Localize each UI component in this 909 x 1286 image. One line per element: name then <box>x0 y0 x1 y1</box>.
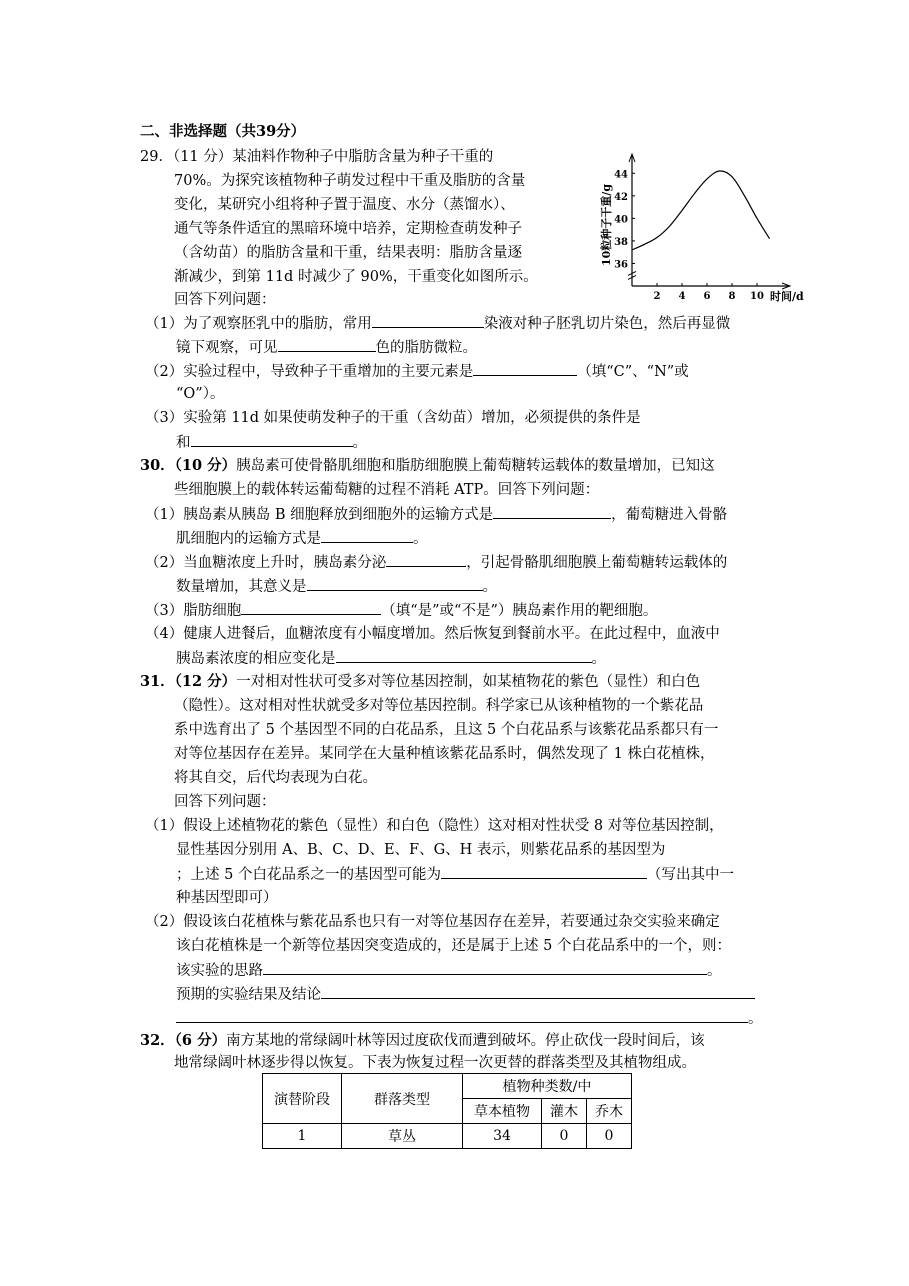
q30-sub3 <box>145 600 657 621</box>
q32-line-2: 地常绿阔叶林逐步得以恢复。下表为恢复过程一次更替的群落类型及其植物组成。 <box>174 1055 696 1071</box>
series-line-dry-weight <box>632 171 770 250</box>
q29-line-3: 变化，某研究小组将种子置于温度、水分（蒸馏水）、 <box>174 197 515 213</box>
q29-sub2-cont: “O”）。 <box>176 386 225 402</box>
cell-tree: 0 <box>587 1124 632 1149</box>
q29-sub1-text-a: （1）为了观察胚乳中的脂肪，常用 <box>145 316 372 332</box>
q29-sub3-text-b: 和 <box>176 435 191 451</box>
q29-sub1-cont <box>176 337 477 358</box>
q30-sub2 <box>145 552 727 573</box>
answer-blank-secretion[interactable] <box>386 552 466 567</box>
q30-sub1-cont <box>176 528 428 549</box>
cell-community-type: 草丛 <box>342 1124 463 1149</box>
q29-sub2-text-a: （2）实验过程中，导致种子干重增加的主要元素是 <box>145 364 474 380</box>
q31-sub2-line-3 <box>176 960 722 981</box>
succession-table <box>262 1073 632 1149</box>
q29-line-1: 29．（11 分）某油料作物种子中脂肪含量为种子干重的 <box>140 149 494 165</box>
q29-line-4: 通气等条件适宜的黑暗环境中培养，定期检查萌发种子 <box>174 221 522 237</box>
th-herb: 草本植物 <box>463 1099 542 1124</box>
q29-sub3-cont <box>176 432 367 453</box>
chart-ticks <box>614 169 764 302</box>
q31-sub2-text-c: 该实验的思路 <box>176 963 263 979</box>
answer-blank-transport-2[interactable] <box>321 528 413 543</box>
q29-sub1-text-b: 染液对种子胚乳切片染色，然后再显微 <box>483 316 731 332</box>
q29-sub1-text-d: 色的脂肪微粒。 <box>375 340 477 356</box>
table-row <box>263 1124 632 1149</box>
dry-weight-chart <box>600 148 810 308</box>
q29-line-6: 渐减少，到第 11d 时减少了 90%，干重变化如图所示。 <box>174 269 538 285</box>
q29-line-2: 70%。为探究该植物种子萌发过程中干重及脂肪的含量 <box>174 173 526 189</box>
q30-sub1-text-c: 肌细胞内的运输方式是 <box>176 531 321 547</box>
q31-line-1-text: 一对相对性状可受多对等位基因控制，如某植物花的紫色（显性）和白色 <box>236 674 701 690</box>
q30-sub2-text-a: （2）当血糖浓度上升时，胰岛素分泌 <box>145 555 387 571</box>
y-tick-label: 38 <box>614 236 628 248</box>
q29-sub1 <box>145 313 730 334</box>
q29-sub2 <box>145 361 689 382</box>
th-community-type: 群落类型 <box>342 1074 463 1124</box>
q29-line-5: （含幼苗）的脂肪含量和干重，结果表明：脂肪含量逐 <box>174 245 522 261</box>
y-tick-label: 40 <box>614 214 628 226</box>
q31-sub2-text-e: 预期的实验结果及结论 <box>176 987 321 1003</box>
q30-sub1-text-a: （1）胰岛素从胰岛 B 细胞释放到细胞外的运输方式是 <box>145 507 494 523</box>
q30-sub4-text-b: 胰岛素浓度的相应变化是 <box>176 651 336 667</box>
cell-stage: 1 <box>263 1124 342 1149</box>
answer-blank-stain[interactable] <box>372 313 484 328</box>
y-tick-label: 42 <box>614 191 628 203</box>
q30-sub1-text-b: ，葡萄糖进入骨骼 <box>611 507 728 523</box>
q31-line-5: 将其自交，后代均表现为白花。 <box>174 770 377 786</box>
x-tick-label: 8 <box>728 291 736 302</box>
q31-sub2-line-4 <box>176 984 755 1005</box>
q31-sub2-line-5 <box>176 1008 763 1029</box>
q31-sub1-text-c: ；上述 5 个白花品系之一的基因型可能为 <box>176 867 441 883</box>
q30-sub2-text-d: 。 <box>482 579 497 595</box>
q31-prompt: 回答下列问题： <box>174 794 276 810</box>
x-tick-label: 4 <box>678 291 686 302</box>
q31-line-4: 对等位基因存在差异。某同学在大量种植该紫花品系时，偶然发现了 1 株白花植株， <box>174 746 715 762</box>
y-tick-label: 44 <box>614 169 628 181</box>
q30-sub4-text-c: 。 <box>591 651 606 667</box>
q30-line-1-text: 胰岛素可使骨骼肌细胞和脂肪细胞膜上葡萄糖转运载体的数量增加，已知这 <box>236 458 715 474</box>
q30-sub1 <box>145 504 727 525</box>
answer-blank-color[interactable] <box>278 337 376 352</box>
q29-sub3-text-c: 。 <box>352 435 367 451</box>
q31-sub1-line-4: 种基因型即可） <box>176 890 278 906</box>
answer-blank-transport-1[interactable] <box>493 504 611 519</box>
chart-ylabel: 10粒种子干重/g <box>600 183 613 266</box>
q30-sub2-cont <box>176 576 497 597</box>
answer-blank-element[interactable] <box>473 361 577 376</box>
q30-sub2-text-b: ，引起骨骼肌细胞膜上葡萄糖转运载体的 <box>466 555 728 571</box>
th-tree: 乔木 <box>587 1099 632 1124</box>
answer-blank-genotype[interactable] <box>441 864 647 879</box>
answer-blank-result-2[interactable] <box>176 1008 748 1023</box>
th-shrub: 灌木 <box>542 1099 587 1124</box>
q32-line-1-text: 南方某地的常绿阔叶林等因过度砍伐而遭到破坏。停止砍伐一段时间后，该 <box>226 1033 705 1049</box>
q30-sub3-text-a: （3）脂肪细胞 <box>145 603 242 619</box>
th-stage: 演替阶段 <box>263 1074 342 1124</box>
q29-sub3: （3）实验第 11d 如果使萌发种子的干重（含幼苗）增加，必须提供的条件是 <box>145 410 641 426</box>
q30-sub1-text-d: 。 <box>413 531 428 547</box>
answer-blank-significance[interactable] <box>307 576 483 591</box>
q29-prompt: 回答下列问题： <box>174 292 276 308</box>
q31-sub2-text-d: 。 <box>707 963 722 979</box>
y-tick-label: 36 <box>614 259 628 271</box>
answer-blank-insulin-change[interactable] <box>336 648 592 663</box>
chart-axes <box>628 154 790 289</box>
q31-sub1-line-2: 显性基因分别用 A、B、C、D、E、F、G、H 表示，则紫花品系的基因型为 <box>176 842 666 858</box>
q29-sub2-text-b: （填“C”、“N”或 <box>577 364 689 380</box>
answer-blank-condition[interactable] <box>191 432 353 447</box>
q31-sub2-line-2: 该白花植株是一个新等位基因突变造成的，还是属于上述 5 个白花品系中的一个，则： <box>176 938 731 954</box>
section-title: 二、非选择题（共39分） <box>140 123 306 140</box>
x-tick-label: 10 <box>750 291 764 302</box>
q31-sub2: （2）假设该白花植株与紫花品系也只有一对等位基因存在差异，若要通过杂交实验来确定 <box>145 914 720 930</box>
answer-blank-target-cell[interactable] <box>241 600 381 615</box>
cell-herb: 34 <box>463 1124 542 1149</box>
q30-sub3-text-b: （填“是”或“不是”）胰岛素作用的靶细胞。 <box>381 603 658 619</box>
q31-sub1-line-3 <box>176 864 734 885</box>
th-species-count: 植物种类数/中 <box>463 1074 632 1099</box>
q30-sub4-cont <box>176 648 606 669</box>
q32-line-1: 32．（6 分）南方某地的常绿阔叶林等因过度砍伐而遭到破坏。停止砍伐一段时间后，该 <box>140 1032 705 1049</box>
q30-line-2: 些细胞膜上的载体转运葡萄糖的过程不消耗 ATP。回答下列问题： <box>174 482 600 498</box>
x-tick-label: 2 <box>653 291 661 302</box>
q31-line-2: （隐性）。这对相对性状就受多对等位基因控制。科学家已从该种植物的一个紫花品 <box>174 698 704 714</box>
q31-sub1: （1）假设上述植物花的紫色（显性）和白色（隐性）这对相对性状受 8 对等位基因控制， <box>145 818 724 834</box>
x-tick-label: 6 <box>703 291 711 302</box>
q30-line-1: 30．（10 分）胰岛素可使骨骼肌细胞和脂肪细胞膜上葡萄糖转运载体的数量增加，已知这 <box>140 457 715 474</box>
q31-line-3: 系中选育出了 5 个基因型不同的白花品系，且这 5 个白花品系与该紫花品系都只有一 <box>174 722 719 738</box>
chart-xlabel: 时间/d <box>770 290 804 303</box>
answer-blank-result-1[interactable] <box>321 984 755 999</box>
q31-sub2-text-f: 。 <box>748 1011 763 1027</box>
answer-blank-idea[interactable] <box>263 960 707 975</box>
q29-sub1-text-c: 镜下观察，可见 <box>176 340 278 356</box>
q31-sub1-text-d: （写出其中一 <box>646 867 734 883</box>
cell-shrub: 0 <box>542 1124 587 1149</box>
q30-sub2-text-c: 数量增加，其意义是 <box>176 579 307 595</box>
q30-sub4: （4）健康人进餐后，血糖浓度有小幅度增加。然后恢复到餐前水平。在此过程中，血液中 <box>145 626 720 642</box>
q31-line-1: 31．（12 分）一对相对性状可受多对等位基因控制，如某植物花的紫色（显性）和白色 <box>140 673 701 690</box>
